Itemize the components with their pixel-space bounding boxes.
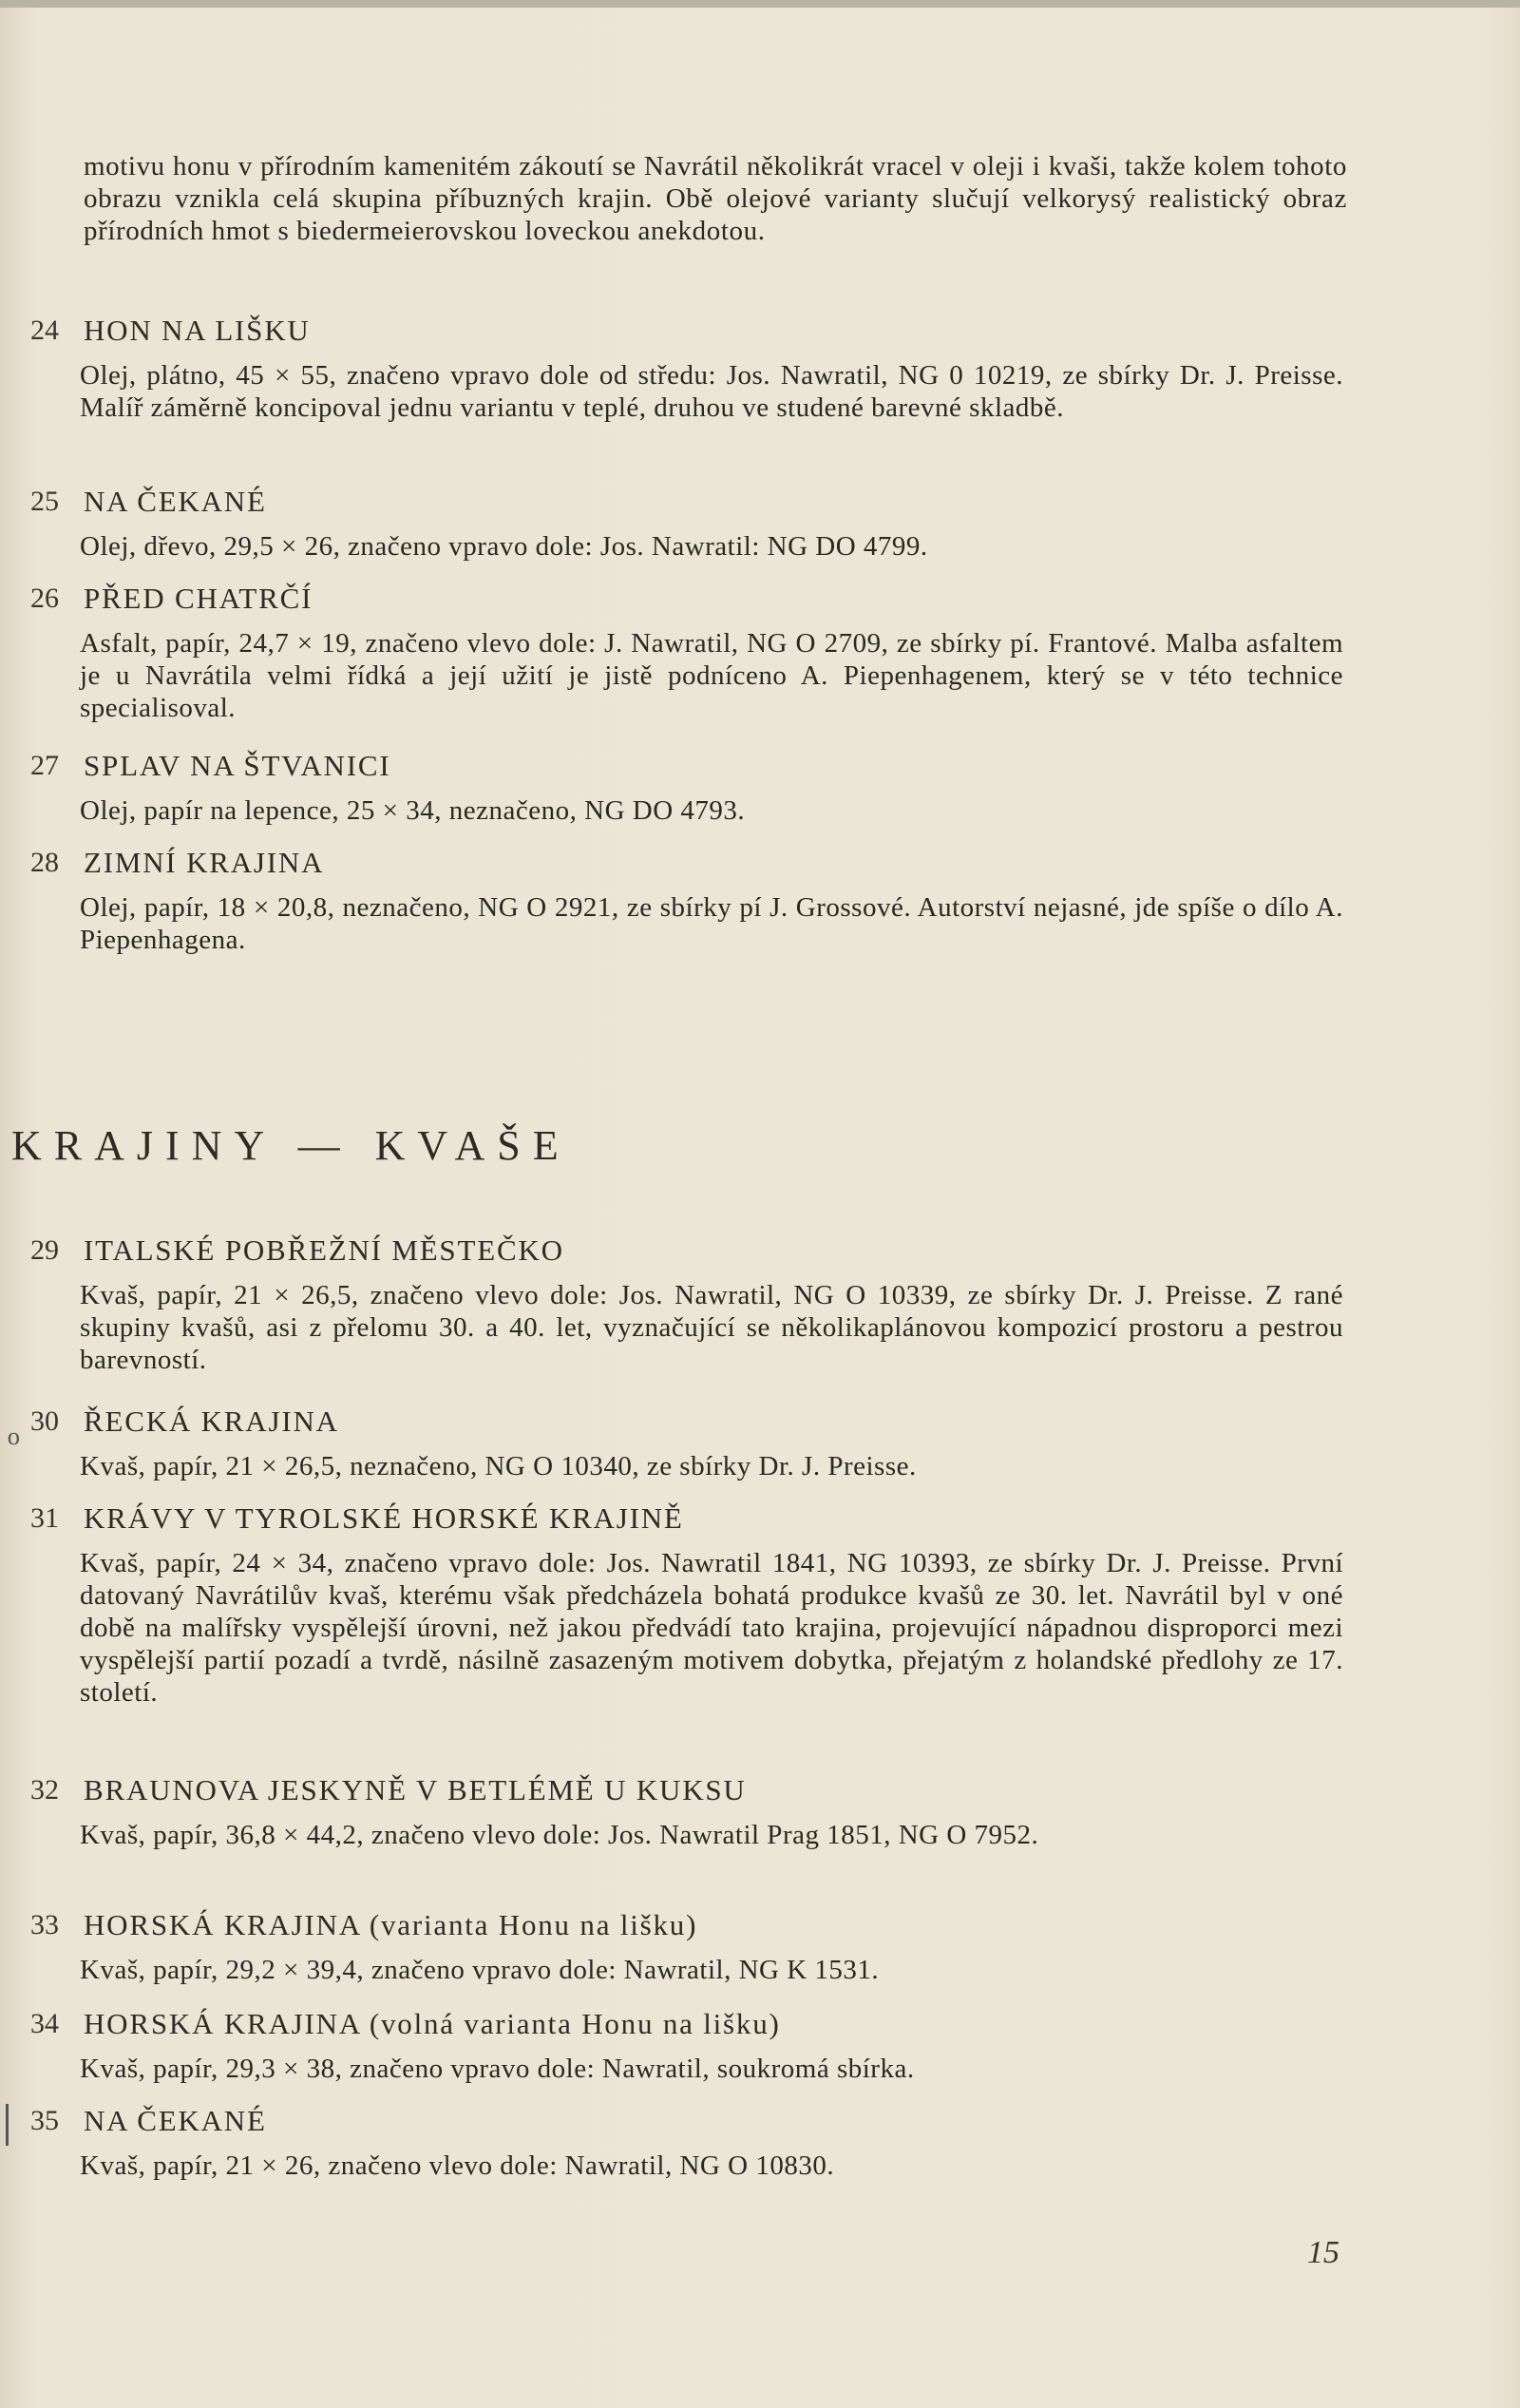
entry-title: ZIMNÍ KRAJINA xyxy=(84,846,325,879)
entry-number: 29 xyxy=(30,1234,59,1266)
entry-description: Kvaš, papír, 29,2 × 39,4, značeno vpravo dole: Nawratil, NG K 1531. xyxy=(80,1955,880,1985)
entry-number: 32 xyxy=(30,1774,59,1806)
entry-title: SPLAV NA ŠTVANICI xyxy=(84,749,391,782)
entry-description: Kvaš, papír, 21 × 26,5, značeno vlevo dole: Jos. Nawratil, NG O 10339, ze sbírky Dr. J. Preisse. Z rané skupiny kvašů, asi z přelomu 30. a 40. let, vyznačující se několikaplánovou kompozicí prostoru a pestrou barevností. xyxy=(80,1280,1343,1375)
page-top-edge xyxy=(0,0,1520,8)
entry-number: 27 xyxy=(30,750,59,781)
section-heading: KRAJINY — KVAŠE xyxy=(11,1122,571,1169)
entry-title: ŘECKÁ KRAJINA xyxy=(84,1405,339,1438)
entry-number: 35 xyxy=(30,2105,59,2136)
entry-description: Kvaš, papír, 36,8 × 44,2, značeno vlevo dole: Jos. Nawratil Prag 1851, NG O 7952. xyxy=(80,1820,1039,1850)
entry-description: Kvaš, papír, 24 × 34, značeno vpravo dole: Jos. Nawratil 1841, NG 10393, ze sbírky Dr. J. Preisse. První datovaný Navrátilův kvaš, kterému však předcházela bohatá produkce kvašů ze 30. let. Navrátil byl v oné době na malířsky vyspělejší úrovni, než jakou předvádí tato krajina, projevující nápadnou disproporci mezi vyspělejší partií pozadí a tvrdě, násilně zasazeným motivem dobytka, přejatým z holandské předlohy ze 17. století. xyxy=(80,1548,1343,1708)
entry-number: 24 xyxy=(30,315,59,346)
entry-number: 31 xyxy=(30,1502,59,1534)
entry-number: 34 xyxy=(30,2008,59,2039)
entry-title: BRAUNOVA JESKYNĚ V BETLÉMĚ U KUKSU xyxy=(84,1773,747,1806)
entry-description: Asfalt, papír, 24,7 × 19, značeno vlevo dole: J. Nawratil, NG O 2709, ze sbírky pí. Frantové. Malba asfaltem je u Navrátila velmi řídká a její užití je jistě podníceno A. Piepenhagenem, který se v této technice specialisoval. xyxy=(80,628,1343,723)
entry-title: HORSKÁ KRAJINA (varianta Honu na lišku) xyxy=(84,1908,698,1941)
entry-number: 28 xyxy=(30,847,59,878)
entry-description: Olej, dřevo, 29,5 × 26, značeno vpravo dole: Jos. Nawratil: NG DO 4799. xyxy=(80,531,928,562)
entry-description: Kvaš, papír, 21 × 26, značeno vlevo dole: Nawratil, NG O 10830. xyxy=(80,2150,835,2181)
page-number: 15 xyxy=(1307,2235,1340,2270)
entry-title: KRÁVY V TYROLSKÉ HORSKÉ KRAJINĚ xyxy=(84,1501,684,1535)
handwritten-mark: ₒ xyxy=(8,1404,20,1450)
entry-number: 25 xyxy=(30,486,59,517)
entry-number: 26 xyxy=(30,583,59,614)
entry-description: Kvaš, papír, 21 × 26,5, neznačeno, NG O 10340, ze sbírky Dr. J. Preisse. xyxy=(80,1451,917,1481)
entry-title: NA ČEKANÉ xyxy=(84,485,267,518)
handwritten-mark xyxy=(6,2104,9,2146)
entry-description: Olej, plátno, 45 × 55, značeno vpravo dole od středu: Jos. Nawratil, NG 0 10219, ze sbírky Dr. J. Preisse. Malíř záměrně koncipoval jednu variantu v teplé, druhou ve studené barevné skladbě. xyxy=(80,360,1343,423)
entry-title: PŘED CHATRČÍ xyxy=(84,582,314,615)
entry-number: 33 xyxy=(30,1909,59,1940)
entry-title: HORSKÁ KRAJINA (volná varianta Honu na lišku) xyxy=(84,2007,781,2040)
intro-paragraph: motivu honu v přírodním kamenitém zákoutí se Navrátil několikrát vracel v oleji i kvaši, takže kolem tohoto obrazu vznikla celá skupina příbuzných krajin. Obě olejové varianty slučují velkorysý realistický obraz přírodních hmot s biedermeierovskou loveckou anekdotou. xyxy=(84,151,1347,246)
entry-number: 30 xyxy=(30,1405,59,1437)
entry-description: Olej, papír na lepence, 25 × 34, neznačeno, NG DO 4793. xyxy=(80,795,746,826)
entry-title: NA ČEKANÉ xyxy=(84,2104,267,2137)
entry-title: HON NA LIŠKU xyxy=(84,314,311,347)
entry-title: ITALSKÉ POBŘEŽNÍ MĚSTEČKO xyxy=(84,1233,564,1267)
entry-description: Kvaš, papír, 29,3 × 38, značeno vpravo dole: Nawratil, soukromá sbírka. xyxy=(80,2054,915,2084)
entry-description: Olej, papír, 18 × 20,8, neznačeno, NG O 2921, ze sbírky pí J. Grossové. Autorství nejasné, jde spíše o dílo A. Piepenhagena. xyxy=(80,892,1343,955)
